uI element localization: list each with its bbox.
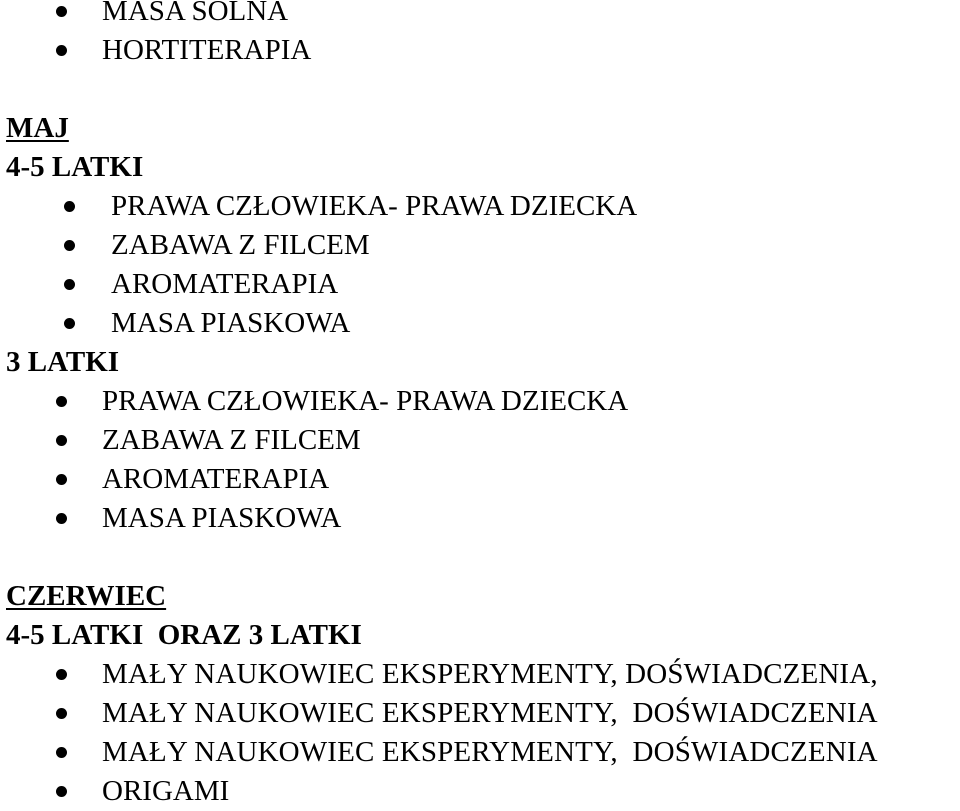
list-item-text: MAŁY NAUKOWIEC EKSPERYMENTY, DOŚWIADCZENIA [102,736,878,768]
list-item-text: MAŁY NAUKOWIEC EKSPERYMENTY, DOŚWIADCZENIA, [102,658,878,690]
list-item [0,382,960,421]
list-item [0,655,960,694]
list-item-text: ORIGAMI [102,775,230,807]
group-heading-3-latki: 3 LATKI [6,346,120,378]
list-item [0,421,960,460]
group-heading-4-5-latki-oraz-3-latki: 4-5 LATKI ORAZ 3 LATKI [6,619,362,651]
spacer [0,538,960,577]
bullet-icon [56,6,67,17]
list-item-text: MASA PIASKOWA [111,307,351,339]
bullet-icon [64,279,75,290]
list-item [0,265,960,304]
list-item [0,304,960,343]
list-item-text: PRAWA CZŁOWIEKA- PRAWA DZIECKA [102,385,629,417]
bullet-icon [64,318,75,329]
list-item-text: MASA PIASKOWA [102,502,342,534]
list-item [0,0,960,31]
maj-3-latki-list [0,382,960,538]
bullet-icon [56,747,67,758]
bullet-icon [56,474,67,485]
list-item [0,31,960,70]
group-heading-4-5-latki: 4-5 LATKI [6,151,144,183]
month-heading-maj: MAJ [6,112,69,144]
bullet-icon [56,669,67,680]
list-item-text: PRAWA CZŁOWIEKA- PRAWA DZIECKA [111,190,638,222]
list-item [0,187,960,226]
list-item-text: AROMATERAPIA [111,268,339,300]
list-item-text: HORTITERAPIA [102,34,312,66]
month-heading-czerwiec: CZERWIEC [6,580,167,612]
list-item [0,694,960,733]
list-item [0,772,960,811]
bullet-icon [64,201,75,212]
czerwiec-list [0,655,960,811]
bullet-icon [64,240,75,251]
bullet-icon [56,45,67,56]
list-item-text: MASA SOLNA [102,0,289,27]
list-item [0,733,960,772]
list-item [0,499,960,538]
list-item-text: ZABAWA Z FILCEM [111,229,370,261]
list-item-text: ZABAWA Z FILCEM [102,424,361,456]
maj-4-5-latki-list [0,187,960,343]
bullet-icon [56,786,67,797]
list-item [0,226,960,265]
bullet-icon [56,708,67,719]
bullet-icon [56,435,67,446]
bullet-icon [56,396,67,407]
intro-list [0,0,960,70]
list-item [0,460,960,499]
spacer [0,70,960,109]
bullet-icon [56,513,67,524]
list-item-text: AROMATERAPIA [102,463,330,495]
list-item-text: MAŁY NAUKOWIEC EKSPERYMENTY, DOŚWIADCZENIA [102,697,878,729]
